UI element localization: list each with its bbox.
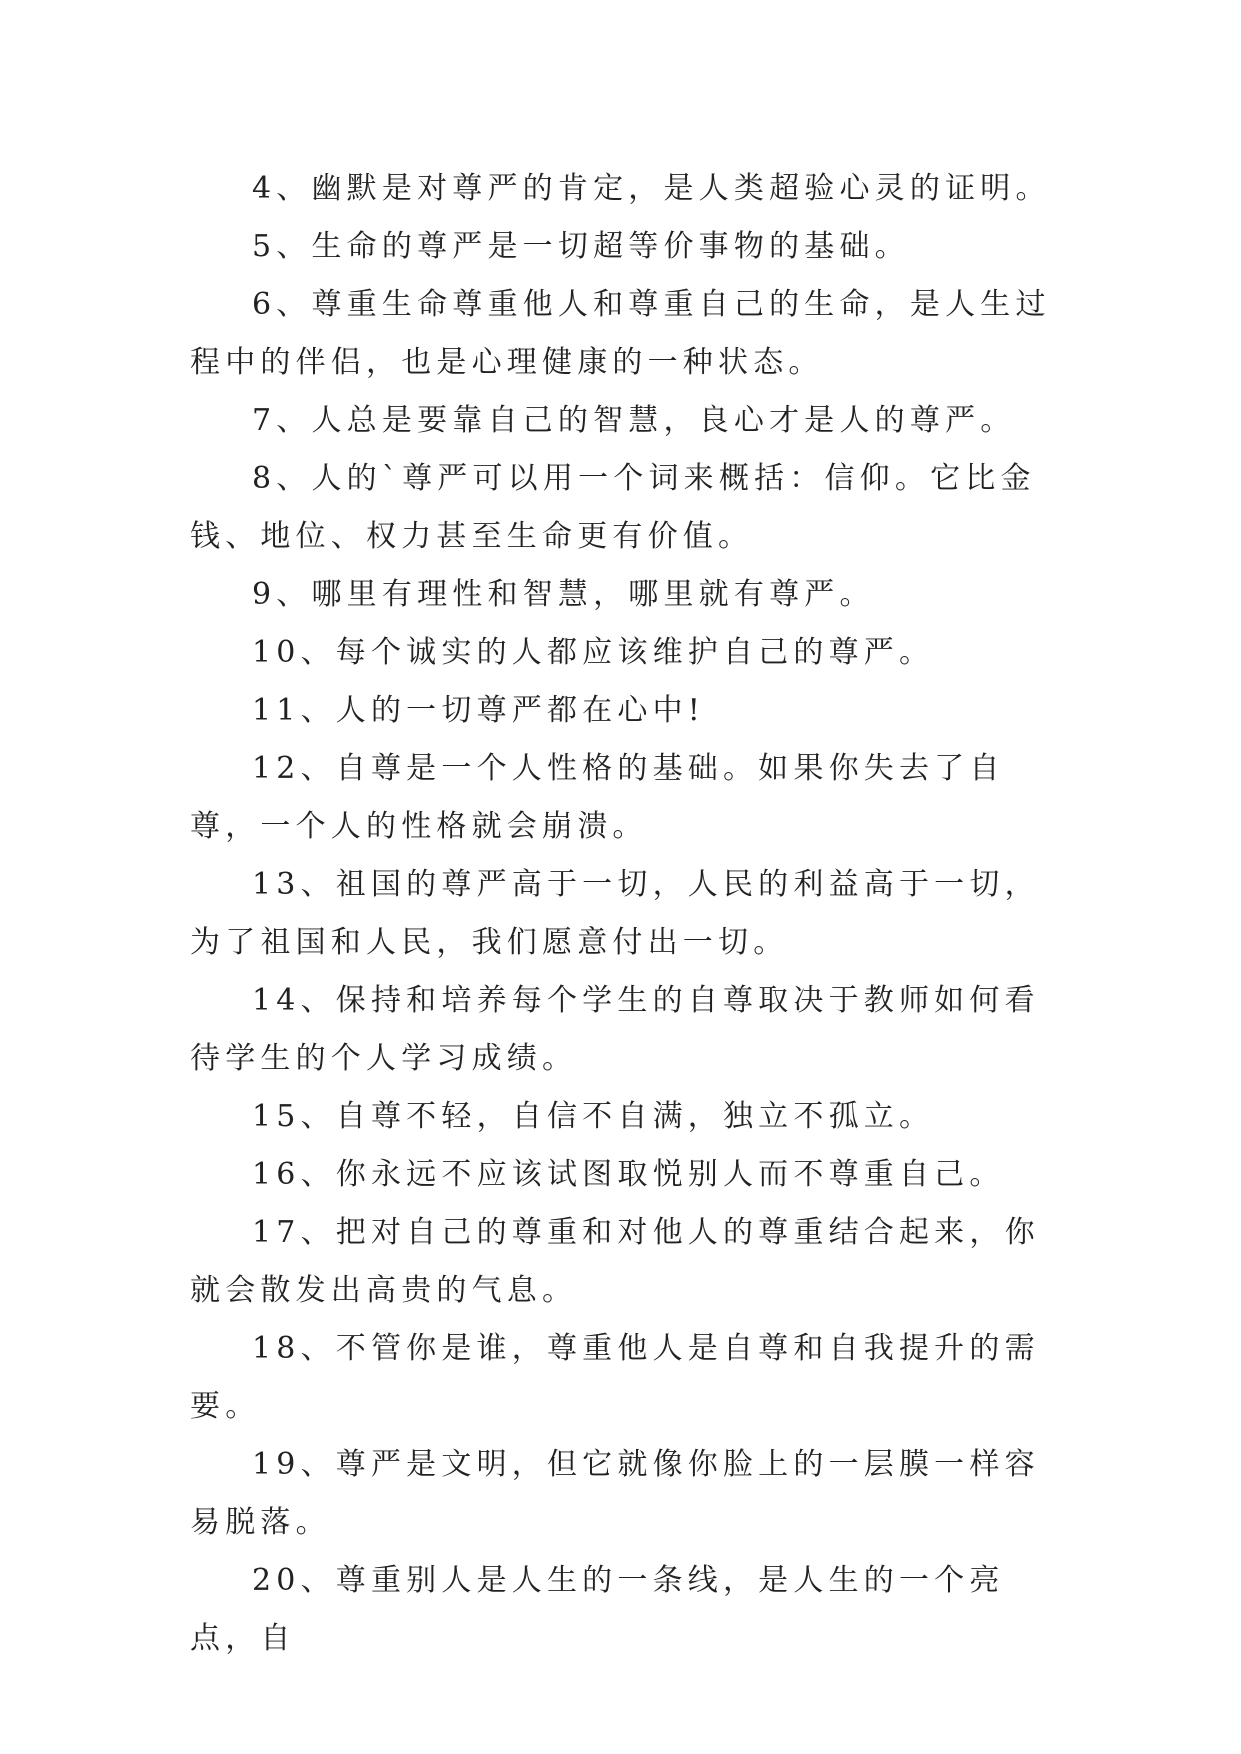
paragraph-17: 17、把对自己的尊重和对他人的尊重结合起来，你就会散发出高贵的气息。 [190,1215,1040,1308]
paragraph-9: 9、哪里有理性和智慧，哪里就有尊严。 [252,577,875,612]
document-body [190,160,1070,1668]
paragraph-5: 5、生命的尊严是一切超等价事物的基础。 [252,229,910,264]
paragraph-8: 8、人的`尊严可以用一个词来概括：信仰。它比金钱、地位、权力甚至生命更有价值。 [190,461,1036,554]
paragraph-13: 13、祖国的尊严高于一切，人民的利益高于一切，为了祖国和人民，我们愿意付出一切。 [190,867,1040,960]
paragraph-19: 19、尊严是文明，但它就像你脸上的一层膜一样容易脱落。 [190,1447,1040,1540]
paragraph-6: 6、尊重生命尊重他人和尊重自己的生命，是人生过程中的伴侣，也是心理健康的一种状态。 [190,287,1051,380]
paragraph-4: 4、幽默是对尊严的肯定，是人类超验心灵的证明。 [252,171,1051,206]
paragraph-7: 7、人总是要靠自己的智慧，良心才是人的尊严。 [252,403,1016,438]
paragraph-12: 12、自尊是一个人性格的基础。如果你失去了自尊，一个人的性格就会崩溃。 [190,751,1005,844]
paragraph-15: 15、自尊不轻，自信不自满，独立不孤立。 [252,1099,935,1134]
paragraph-18: 18、不管你是谁，尊重他人是自尊和自我提升的需要。 [190,1331,1040,1424]
paragraph-14: 14、保持和培养每个学生的自尊取决于教师如何看待学生的个人学习成绩。 [190,983,1040,1076]
paragraph-20: 20、尊重别人是人生的一条线，是人生的一个亮点，自 [190,1563,1005,1656]
paragraph-11: 11、人的一切尊严都在心中! [252,693,706,728]
paragraph-10: 10、每个诚实的人都应该维护自己的尊严。 [252,635,935,670]
paragraph-16: 16、你永远不应该试图取悦别人而不尊重自己。 [252,1157,1005,1192]
